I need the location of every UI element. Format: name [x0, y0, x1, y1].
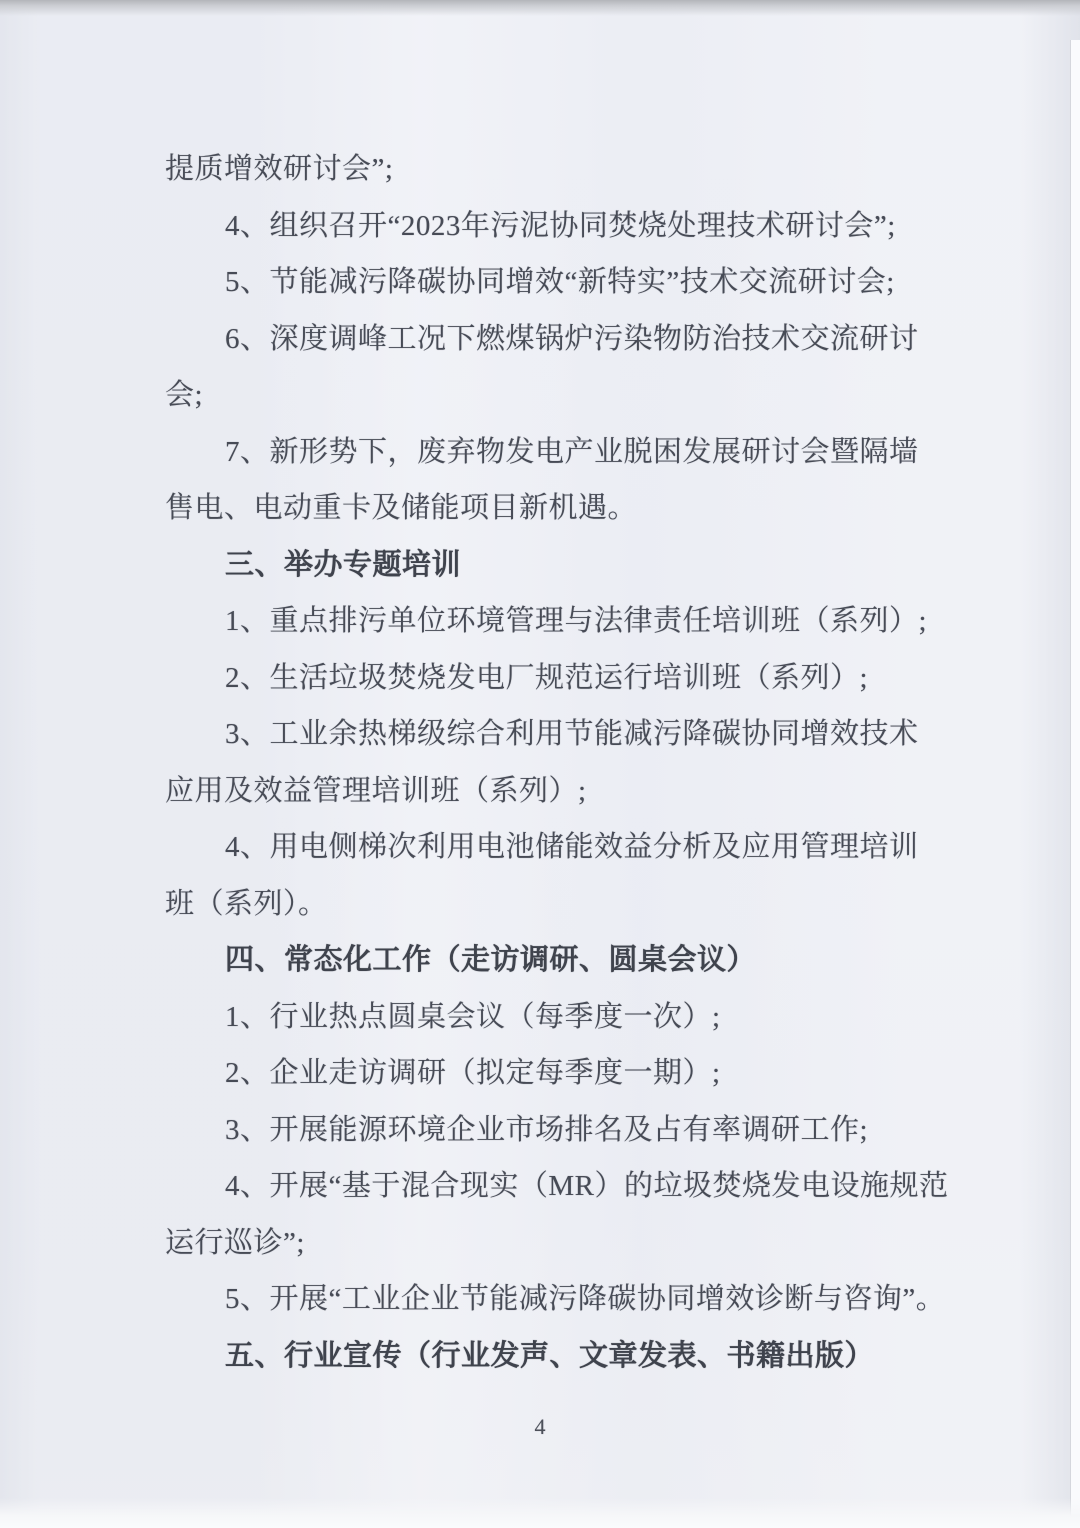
paragraph-line: 应用及效益管理培训班（系列）;: [165, 774, 587, 807]
page-edge-shading-right: [1070, 40, 1080, 1528]
section-heading: 五、行业宣传（行业发声、文章发表、书籍出版）: [225, 1339, 875, 1372]
paragraph-line: 4、用电侧梯次利用电池储能效益分析及应用管理培训: [225, 831, 919, 863]
paragraph-line: 4、组织召开“2023年污泥协同焚烧处理技术研讨会”;: [225, 209, 896, 242]
paragraph-line: 5、节能减污降碳协同增效“新特实”技术交流研讨会;: [225, 266, 895, 298]
document-body: [165, 141, 949, 1384]
section-heading: 三、举办专题培训: [225, 548, 462, 581]
paragraph-line: 2、企业走访调研（拟定每季度一期）;: [225, 1057, 721, 1089]
section-heading: 四、常态化工作（走访调研、圆桌会议）: [225, 944, 757, 976]
paragraph-line: 会;: [165, 379, 204, 411]
page-number: 4: [534, 1414, 546, 1439]
paragraph-line: 售电、电动重卡及储能项目新机遇。: [165, 492, 638, 524]
paragraph-line: 1、行业热点圆桌会议（每季度一次）;: [225, 1000, 721, 1033]
paragraph-line: 5、开展“工业企业节能减污降碳协同增效诊断与咨询”。: [225, 1283, 946, 1315]
paragraph-line: 3、工业余热梯级综合利用节能减污降碳协同增效技术: [225, 718, 919, 750]
paragraph-line: 运行巡诊”;: [165, 1226, 305, 1259]
paragraph-line: 提质增效研讨会”;: [165, 153, 394, 185]
page-edge-shading-top: [0, 0, 1080, 16]
paragraph-line: 1、重点排污单位环境管理与法律责任培训班（系列）;: [225, 605, 928, 637]
paragraph-line: 6、深度调峰工况下燃煤锅炉污染物防治技术交流研讨: [225, 322, 919, 355]
paragraph-line: 班（系列）。: [165, 887, 328, 920]
paragraph-line: 3、开展能源环境企业市场排名及占有率调研工作;: [225, 1113, 869, 1146]
paragraph-line: 2、生活垃圾焚烧发电厂规范运行培训班（系列）;: [225, 661, 869, 694]
page-edge-shading-bottom: [0, 1498, 1080, 1528]
paragraph-line: 4、开展“基于混合现实（MR）的垃圾焚烧发电设施规范: [225, 1170, 949, 1202]
paragraph-line: 7、新形势下，废弃物发电产业脱困发展研讨会暨隔墙: [225, 435, 919, 468]
